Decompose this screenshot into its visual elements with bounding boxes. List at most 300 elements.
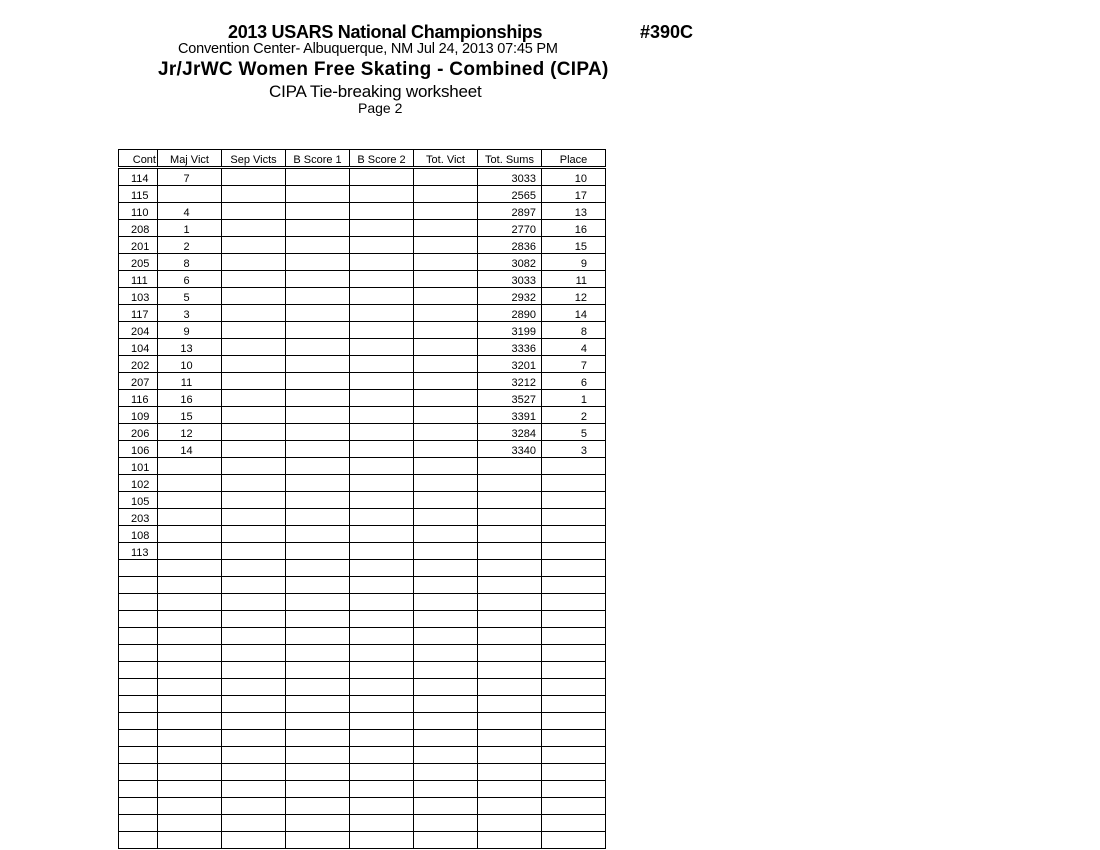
column-header-b-score-1: B Score 1: [286, 150, 350, 168]
table-row: [119, 186, 606, 203]
cell-tot-vict: [414, 441, 478, 458]
cell-maj-vict: [158, 577, 222, 594]
cell-cont: 110: [119, 203, 158, 220]
cell-tot-sums: [478, 645, 542, 662]
cell-tot-sums: 2565: [478, 186, 542, 203]
cell-place: [542, 475, 606, 492]
cell-place: 7: [542, 356, 606, 373]
cell-b-score-2: [350, 424, 414, 441]
cell-maj-vict: 1: [158, 220, 222, 237]
table-row: [119, 339, 606, 356]
cell-place: [542, 492, 606, 509]
cell-sep-victs: [222, 781, 286, 798]
cell-b-score-1: [286, 168, 350, 186]
cell-tot-vict: [414, 526, 478, 543]
cell-sep-victs: [222, 713, 286, 730]
cell-sep-victs: [222, 458, 286, 475]
cell-tot-vict: [414, 781, 478, 798]
cell-sep-victs: [222, 662, 286, 679]
empty-table-row: [119, 832, 606, 849]
cell-maj-vict: [158, 645, 222, 662]
empty-table-row: [119, 560, 606, 577]
cell-maj-vict: [158, 628, 222, 645]
cell-tot-vict: [414, 798, 478, 815]
empty-table-row: [119, 747, 606, 764]
cell-tot-sums: 3082: [478, 254, 542, 271]
cell-b-score-2: [350, 815, 414, 832]
cell-cont: 201: [119, 237, 158, 254]
cell-maj-vict: [158, 509, 222, 526]
cell-cont: 207: [119, 373, 158, 390]
column-header-tot-vict: Tot. Vict: [414, 150, 478, 168]
cell-tot-vict: [414, 390, 478, 407]
cell-tot-vict: [414, 747, 478, 764]
cell-sep-victs: [222, 645, 286, 662]
cell-sep-victs: [222, 168, 286, 186]
cell-b-score-1: [286, 237, 350, 254]
table-row: [119, 492, 606, 509]
cell-sep-victs: [222, 747, 286, 764]
cell-place: [542, 458, 606, 475]
cell-sep-victs: [222, 424, 286, 441]
cell-maj-vict: [158, 747, 222, 764]
cell-sep-victs: [222, 832, 286, 849]
cell-tot-vict: [414, 237, 478, 254]
cell-b-score-1: [286, 458, 350, 475]
cell-b-score-1: [286, 679, 350, 696]
cell-tot-sums: [478, 543, 542, 560]
cell-tot-vict: [414, 832, 478, 849]
cell-tot-vict: [414, 577, 478, 594]
cell-b-score-1: [286, 611, 350, 628]
table-row: [119, 220, 606, 237]
cell-maj-vict: [158, 662, 222, 679]
cell-sep-victs: [222, 679, 286, 696]
cell-b-score-2: [350, 611, 414, 628]
empty-table-row: [119, 611, 606, 628]
cell-maj-vict: 11: [158, 373, 222, 390]
cell-tot-vict: [414, 203, 478, 220]
table-row: [119, 373, 606, 390]
cell-tot-sums: [478, 475, 542, 492]
worksheet-title: CIPA Tie-breaking worksheet: [269, 82, 482, 101]
cell-b-score-2: [350, 186, 414, 203]
empty-table-row: [119, 781, 606, 798]
cell-maj-vict: 7: [158, 168, 222, 186]
empty-table-row: [119, 696, 606, 713]
cell-tot-vict: [414, 339, 478, 356]
cell-b-score-2: [350, 679, 414, 696]
cell-sep-victs: [222, 220, 286, 237]
cell-place: 4: [542, 339, 606, 356]
cell-b-score-2: [350, 764, 414, 781]
cell-maj-vict: 3: [158, 305, 222, 322]
cell-cont: [119, 730, 158, 747]
table-row: [119, 543, 606, 560]
cell-place: [542, 526, 606, 543]
cell-tot-sums: [478, 594, 542, 611]
cell-b-score-1: [286, 798, 350, 815]
cell-b-score-1: [286, 781, 350, 798]
cell-b-score-1: [286, 764, 350, 781]
cell-maj-vict: [158, 815, 222, 832]
cell-cont: 204: [119, 322, 158, 339]
cell-place: [542, 696, 606, 713]
cell-tot-sums: [478, 815, 542, 832]
cell-cont: 115: [119, 186, 158, 203]
cell-tot-sums: [478, 764, 542, 781]
cell-b-score-2: [350, 492, 414, 509]
cell-tot-sums: [478, 458, 542, 475]
cell-cont: 202: [119, 356, 158, 373]
table-row: [119, 305, 606, 322]
cell-maj-vict: [158, 713, 222, 730]
empty-table-row: [119, 730, 606, 747]
column-header-cont: Cont: [119, 150, 158, 168]
cell-tot-vict: [414, 696, 478, 713]
cell-sep-victs: [222, 815, 286, 832]
cell-cont: [119, 577, 158, 594]
cell-sep-victs: [222, 407, 286, 424]
table-row: [119, 237, 606, 254]
cell-place: 14: [542, 305, 606, 322]
cell-cont: [119, 781, 158, 798]
column-header-place: Place: [542, 150, 606, 168]
table-row: [119, 356, 606, 373]
cell-b-score-2: [350, 560, 414, 577]
cell-tot-vict: [414, 322, 478, 339]
column-header-tot-sums: Tot. Sums: [478, 150, 542, 168]
cell-b-score-2: [350, 271, 414, 288]
cell-b-score-2: [350, 288, 414, 305]
cell-b-score-1: [286, 288, 350, 305]
cell-tot-vict: [414, 730, 478, 747]
cell-tot-sums: [478, 560, 542, 577]
cell-place: [542, 781, 606, 798]
cell-tot-sums: 3199: [478, 322, 542, 339]
cell-cont: [119, 611, 158, 628]
table-row: [119, 203, 606, 220]
cell-tot-sums: 3527: [478, 390, 542, 407]
cell-b-score-1: [286, 441, 350, 458]
cell-place: 1: [542, 390, 606, 407]
cell-sep-victs: [222, 322, 286, 339]
cell-maj-vict: [158, 696, 222, 713]
cell-tot-sums: [478, 509, 542, 526]
cell-b-score-2: [350, 730, 414, 747]
table-body: [119, 168, 606, 849]
cell-tot-sums: 3391: [478, 407, 542, 424]
cell-tot-sums: 3212: [478, 373, 542, 390]
cell-cont: [119, 696, 158, 713]
cell-tot-sums: [478, 781, 542, 798]
cell-tot-vict: [414, 407, 478, 424]
cell-b-score-2: [350, 832, 414, 849]
cell-maj-vict: 14: [158, 441, 222, 458]
cell-b-score-1: [286, 509, 350, 526]
cell-sep-victs: [222, 730, 286, 747]
cell-sep-victs: [222, 543, 286, 560]
cell-b-score-1: [286, 407, 350, 424]
empty-table-row: [119, 645, 606, 662]
cell-b-score-2: [350, 373, 414, 390]
cell-maj-vict: [158, 526, 222, 543]
cell-tot-vict: [414, 424, 478, 441]
table-row: [119, 526, 606, 543]
cell-b-score-1: [286, 475, 350, 492]
cell-tot-vict: [414, 288, 478, 305]
cell-maj-vict: 13: [158, 339, 222, 356]
table-row: [119, 509, 606, 526]
cell-b-score-2: [350, 339, 414, 356]
cell-b-score-2: [350, 526, 414, 543]
cell-place: [542, 713, 606, 730]
cell-sep-victs: [222, 203, 286, 220]
cell-b-score-1: [286, 696, 350, 713]
cell-maj-vict: [158, 543, 222, 560]
cell-b-score-1: [286, 730, 350, 747]
cell-tot-sums: 3340: [478, 441, 542, 458]
cell-b-score-1: [286, 271, 350, 288]
cell-b-score-2: [350, 237, 414, 254]
cell-maj-vict: [158, 186, 222, 203]
table-row: [119, 424, 606, 441]
cell-place: 17: [542, 186, 606, 203]
cell-sep-victs: [222, 594, 286, 611]
cell-b-score-2: [350, 356, 414, 373]
cell-sep-victs: [222, 271, 286, 288]
cell-b-score-1: [286, 322, 350, 339]
cell-tot-vict: [414, 492, 478, 509]
cell-cont: [119, 645, 158, 662]
cell-sep-victs: [222, 254, 286, 271]
cell-tot-sums: 3033: [478, 168, 542, 186]
cell-place: [542, 832, 606, 849]
cell-cont: [119, 747, 158, 764]
cell-b-score-1: [286, 832, 350, 849]
cell-maj-vict: 16: [158, 390, 222, 407]
cell-cont: 103: [119, 288, 158, 305]
cell-cont: [119, 594, 158, 611]
cell-cont: 117: [119, 305, 158, 322]
cell-tot-vict: [414, 220, 478, 237]
cell-tot-sums: 3201: [478, 356, 542, 373]
cell-tot-vict: [414, 645, 478, 662]
cell-tot-vict: [414, 186, 478, 203]
cell-b-score-2: [350, 254, 414, 271]
cell-sep-victs: [222, 509, 286, 526]
event-name: Jr/JrWC Women Free Skating - Combined (CIPA): [158, 59, 609, 80]
column-header-maj-vict: Maj Vict: [158, 150, 222, 168]
event-number: #390C: [640, 22, 694, 42]
cell-sep-victs: [222, 628, 286, 645]
cell-place: 10: [542, 168, 606, 186]
cell-maj-vict: [158, 730, 222, 747]
cell-b-score-1: [286, 339, 350, 356]
cell-tot-vict: [414, 594, 478, 611]
cell-cont: [119, 662, 158, 679]
cell-place: [542, 798, 606, 815]
cell-place: [542, 764, 606, 781]
table-row: [119, 322, 606, 339]
cell-place: [542, 662, 606, 679]
cell-place: 6: [542, 373, 606, 390]
cell-maj-vict: 10: [158, 356, 222, 373]
table-row: [119, 254, 606, 271]
cell-sep-victs: [222, 696, 286, 713]
cell-maj-vict: 15: [158, 407, 222, 424]
cell-b-score-2: [350, 577, 414, 594]
cell-tot-vict: [414, 356, 478, 373]
cell-cont: [119, 798, 158, 815]
cell-sep-victs: [222, 339, 286, 356]
empty-table-row: [119, 815, 606, 832]
cell-place: [542, 815, 606, 832]
cell-sep-victs: [222, 288, 286, 305]
cell-maj-vict: 2: [158, 237, 222, 254]
cell-place: [542, 577, 606, 594]
cell-place: 5: [542, 424, 606, 441]
cell-sep-victs: [222, 764, 286, 781]
cell-b-score-1: [286, 305, 350, 322]
cell-cont: 104: [119, 339, 158, 356]
cell-cont: [119, 628, 158, 645]
table-row: [119, 458, 606, 475]
table-row: [119, 441, 606, 458]
cell-place: [542, 543, 606, 560]
cell-b-score-2: [350, 696, 414, 713]
cell-b-score-1: [286, 492, 350, 509]
cell-b-score-2: [350, 543, 414, 560]
cell-place: 16: [542, 220, 606, 237]
cell-maj-vict: [158, 798, 222, 815]
cell-place: [542, 679, 606, 696]
cell-sep-victs: [222, 475, 286, 492]
cell-place: 11: [542, 271, 606, 288]
cell-b-score-2: [350, 645, 414, 662]
column-header-b-score-2: B Score 2: [350, 150, 414, 168]
cell-tot-sums: [478, 798, 542, 815]
cell-place: 12: [542, 288, 606, 305]
cell-b-score-2: [350, 390, 414, 407]
cell-cont: 106: [119, 441, 158, 458]
cell-b-score-1: [286, 662, 350, 679]
cell-b-score-2: [350, 407, 414, 424]
cell-tot-sums: [478, 730, 542, 747]
venue-date-line: Convention Center- Albuquerque, NM Jul 24, 2013 07:45 PM: [178, 41, 558, 57]
cell-maj-vict: 6: [158, 271, 222, 288]
cell-tot-vict: [414, 475, 478, 492]
cell-tot-vict: [414, 628, 478, 645]
cell-b-score-2: [350, 713, 414, 730]
cell-place: 8: [542, 322, 606, 339]
cell-cont: 205: [119, 254, 158, 271]
cell-tot-vict: [414, 271, 478, 288]
empty-table-row: [119, 628, 606, 645]
cell-b-score-1: [286, 203, 350, 220]
championship-title: 2013 USARS National Championships: [228, 22, 543, 42]
cell-tot-sums: [478, 696, 542, 713]
cell-place: 13: [542, 203, 606, 220]
cell-b-score-2: [350, 458, 414, 475]
cell-cont: 113: [119, 543, 158, 560]
cell-tot-vict: [414, 254, 478, 271]
cell-tot-sums: [478, 747, 542, 764]
cell-tot-vict: [414, 509, 478, 526]
empty-table-row: [119, 679, 606, 696]
cell-tot-sums: 3336: [478, 339, 542, 356]
cell-tot-sums: [478, 492, 542, 509]
cell-tot-sums: 2836: [478, 237, 542, 254]
cell-tot-vict: [414, 560, 478, 577]
cell-tot-vict: [414, 679, 478, 696]
cell-sep-victs: [222, 611, 286, 628]
cell-maj-vict: [158, 594, 222, 611]
cell-b-score-1: [286, 747, 350, 764]
table-row: [119, 288, 606, 305]
cell-b-score-2: [350, 798, 414, 815]
cell-cont: 105: [119, 492, 158, 509]
cell-cont: 206: [119, 424, 158, 441]
cell-b-score-2: [350, 203, 414, 220]
empty-table-row: [119, 798, 606, 815]
cell-tot-vict: [414, 764, 478, 781]
cell-b-score-1: [286, 560, 350, 577]
tie-breaking-table: [118, 149, 606, 849]
cell-maj-vict: [158, 458, 222, 475]
cell-b-score-1: [286, 390, 350, 407]
cell-b-score-1: [286, 543, 350, 560]
cell-sep-victs: [222, 237, 286, 254]
column-header-sep-victs: Sep Victs: [222, 150, 286, 168]
cell-tot-sums: [478, 577, 542, 594]
cell-b-score-1: [286, 645, 350, 662]
page-label: Page 2: [358, 100, 403, 116]
table-row: [119, 475, 606, 492]
cell-sep-victs: [222, 798, 286, 815]
cell-place: 2: [542, 407, 606, 424]
cell-maj-vict: [158, 492, 222, 509]
cell-sep-victs: [222, 356, 286, 373]
cell-tot-vict: [414, 305, 478, 322]
table-row: [119, 271, 606, 288]
cell-place: [542, 628, 606, 645]
cell-b-score-2: [350, 628, 414, 645]
empty-table-row: [119, 662, 606, 679]
cell-sep-victs: [222, 186, 286, 203]
cell-maj-vict: 9: [158, 322, 222, 339]
cell-b-score-2: [350, 475, 414, 492]
cell-sep-victs: [222, 560, 286, 577]
cell-tot-sums: 2890: [478, 305, 542, 322]
cell-cont: 114: [119, 168, 158, 186]
cell-place: 3: [542, 441, 606, 458]
cell-cont: 108: [119, 526, 158, 543]
cell-cont: 116: [119, 390, 158, 407]
cell-tot-vict: [414, 543, 478, 560]
cell-b-score-2: [350, 220, 414, 237]
cell-tot-sums: [478, 662, 542, 679]
cell-b-score-2: [350, 441, 414, 458]
cell-place: [542, 611, 606, 628]
cell-tot-sums: [478, 611, 542, 628]
cell-b-score-2: [350, 594, 414, 611]
cell-sep-victs: [222, 441, 286, 458]
cell-tot-sums: 2897: [478, 203, 542, 220]
cell-b-score-1: [286, 815, 350, 832]
cell-b-score-1: [286, 424, 350, 441]
cell-tot-sums: [478, 628, 542, 645]
